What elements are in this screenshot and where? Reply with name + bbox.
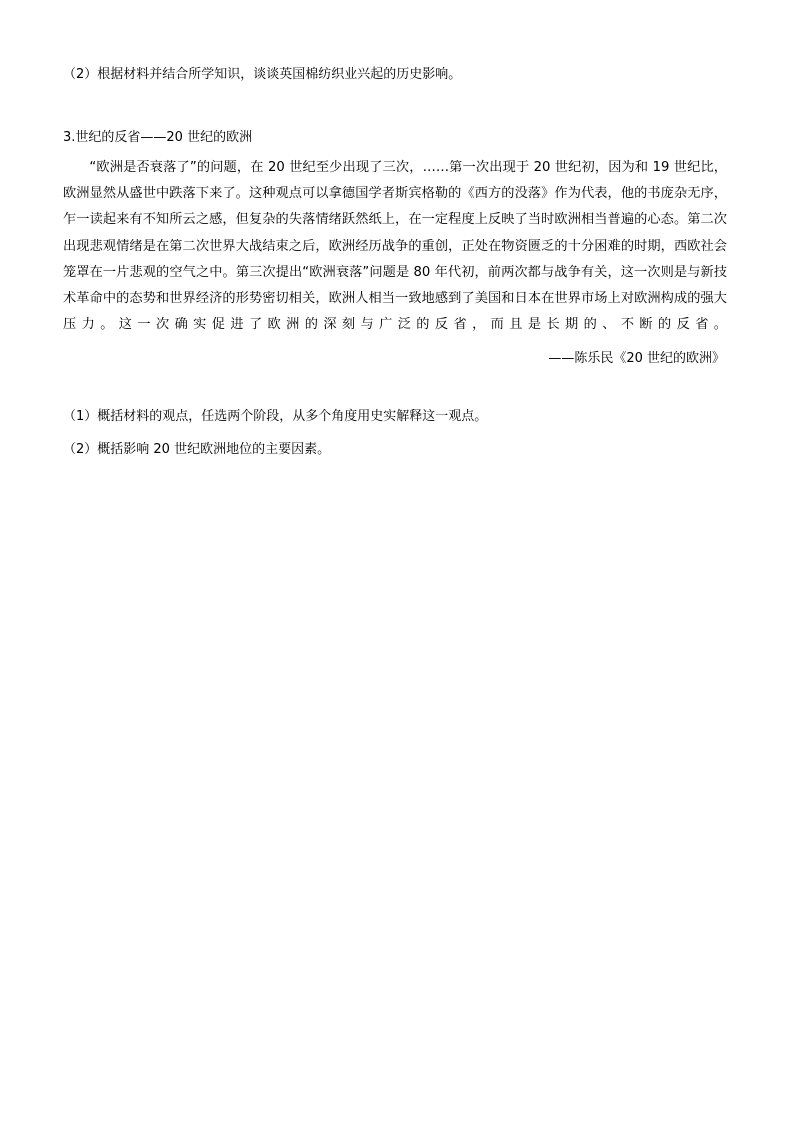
section-heading: 3.世纪的反省——20 世纪的欧洲 [63, 130, 253, 145]
passage-source: ——陈乐民《20 世纪的欧洲》 [548, 351, 725, 366]
previous-question-2: （2）根据材料并结合所学知识，谈谈英国棉纺织业兴起的历史影响。 [63, 67, 462, 82]
material-passage: “欧洲是否衰落了”的问题，在 20 世纪至少出现了三次，……第一次出现于 20 世纪初，因为和 19 世纪比，欧洲显然从盛世中跌落下来了。这种观点可以拿德国学者斯宾格勒的《西方的没落》作为代表，他的书庞杂无序，乍一读起来有不知所云之感，但复杂的失落情绪跃然纸上，在一定程度上反映了当时欧洲相当普遍的心态。第二次出现悲观情绪是在第二次世界大战结束之后，欧洲经历战争的重创，正处在物资匮乏的十分困难的时期，西欧社会笼罩在一片悲观的空气之中。第三次提出“欧洲衰落”问题是 80 年代初，前两次都与战争有关，这一次则是与新技术革命中的态势和世界经济的形势密切相关，欧洲人相当一致地感到了美国和日本在世界市场上对欧洲构成的强大压力。这一次确实促进了欧洲的深刻与广泛的反省，而且是长期的、不断的反省。 [63, 160, 727, 333]
question-2: （2）概括影响 20 世纪欧洲地位的主要因素。 [63, 442, 331, 457]
question-1: （1）概括材料的观点，任选两个阶段，从多个角度用史实解释这一观点。 [63, 409, 488, 424]
